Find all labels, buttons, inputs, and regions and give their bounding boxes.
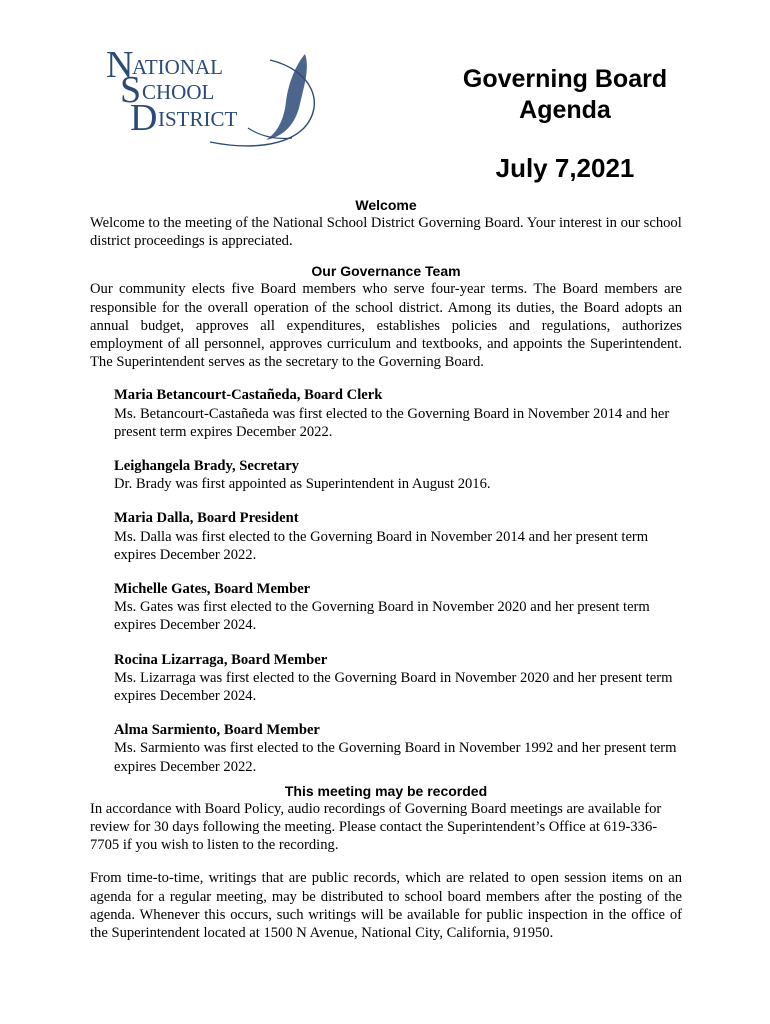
board-member-bio: Ms. Betancourt-Castañeda was first elected to the Governing Board in November 2014 and her present term expires December 2022. bbox=[114, 405, 670, 440]
board-member-bio: Ms. Lizarraga was first elected to the Governing Board in November 2020 and her present term expires December 2024. bbox=[114, 669, 673, 705]
logo-initial-s: S bbox=[120, 69, 142, 111]
board-member-bio: Ms. Gates was first elected to the Governing Board in November 2020 and her present term expires December 2024. bbox=[114, 599, 650, 634]
board-member bbox=[114, 386, 682, 441]
board-member bbox=[114, 457, 682, 493]
board-member bbox=[114, 580, 682, 635]
agenda-title-line2: Agenda bbox=[519, 96, 611, 124]
agenda-title-line1: Governing Board bbox=[462, 65, 668, 93]
dolphin-icon bbox=[266, 54, 307, 140]
board-member-bio: Ms. Sarmiento was first elected to the Governing Board in November 1992 and her present term expires December 2022. bbox=[114, 740, 677, 775]
board-member bbox=[114, 721, 682, 776]
board-member-name: Michelle Gates, Board Member bbox=[114, 581, 311, 598]
agenda-content bbox=[90, 196, 682, 942]
logo-line-national: ATIONAL bbox=[132, 55, 223, 79]
governance-team-heading: Our Governance Team bbox=[311, 263, 461, 280]
public-records-text: From time-to-time, writings that are public records, which are related to open session items on an agenda for a regular meeting, may be distributed to school board members after the posting of the agenda. Whenever this occurs, such writings will be available for public inspection in the office of the Superintendent located at 1500 N Avenue, National City, California, 91950. bbox=[90, 870, 682, 942]
board-member-bio: Ms. Dalla was first elected to the Governing Board in November 2014 and her present term expires December 2022. bbox=[114, 528, 649, 563]
logo-line-district: ISTRICT bbox=[158, 107, 238, 131]
board-member-list bbox=[90, 386, 682, 775]
logo-initial-d: D bbox=[130, 97, 158, 139]
welcome-text: Welcome to the meeting of the National School District Governing Board. Your interest in our school district proceedings is appreciated. bbox=[90, 215, 682, 250]
board-member bbox=[114, 651, 682, 706]
logo-line-school: CHOOL bbox=[142, 80, 215, 104]
recording-heading: This meeting may be recorded bbox=[284, 782, 488, 799]
board-member-name: Alma Sarmiento, Board Member bbox=[114, 722, 320, 739]
meeting-date: July 7,2021 bbox=[495, 153, 635, 183]
logo-graphic bbox=[100, 44, 325, 152]
board-member bbox=[114, 509, 682, 564]
recording-text: In accordance with Board Policy, audio recordings of Governing Board meetings are available for review for 30 days following the meeting. Please contact the Superintendent’s Office at 619-336-7705 if you wish to listen to the recording. bbox=[90, 800, 662, 854]
logo-initial-n: N bbox=[106, 44, 134, 86]
welcome-heading: Welcome bbox=[355, 197, 417, 213]
board-member-name: Maria Betancourt-Castañeda, Board Clerk bbox=[114, 387, 383, 404]
agenda-title-block bbox=[440, 64, 690, 184]
board-member-name: Maria Dalla, Board President bbox=[114, 510, 299, 527]
governance-team-text: Our community elects five Board members who serve four-year terms. The Board members are responsible for the overall operation of the school district. Among its duties, the Board adopts an annual budget, approves all expenditures, establishes policies and regulations, authorizes employment of all personnel, approves curriculum and textbooks, and appoints the Superintendent. The Superintendent serves as the secretary to the Governing Board. bbox=[90, 281, 682, 371]
board-member-name: Rocina Lizarraga, Board Member bbox=[114, 651, 328, 668]
board-member-name: Leighangela Brady, Secretary bbox=[114, 458, 299, 475]
board-member-bio: Dr. Brady was first appointed as Superintendent in August 2016. bbox=[114, 476, 491, 493]
district-logo bbox=[100, 44, 325, 152]
